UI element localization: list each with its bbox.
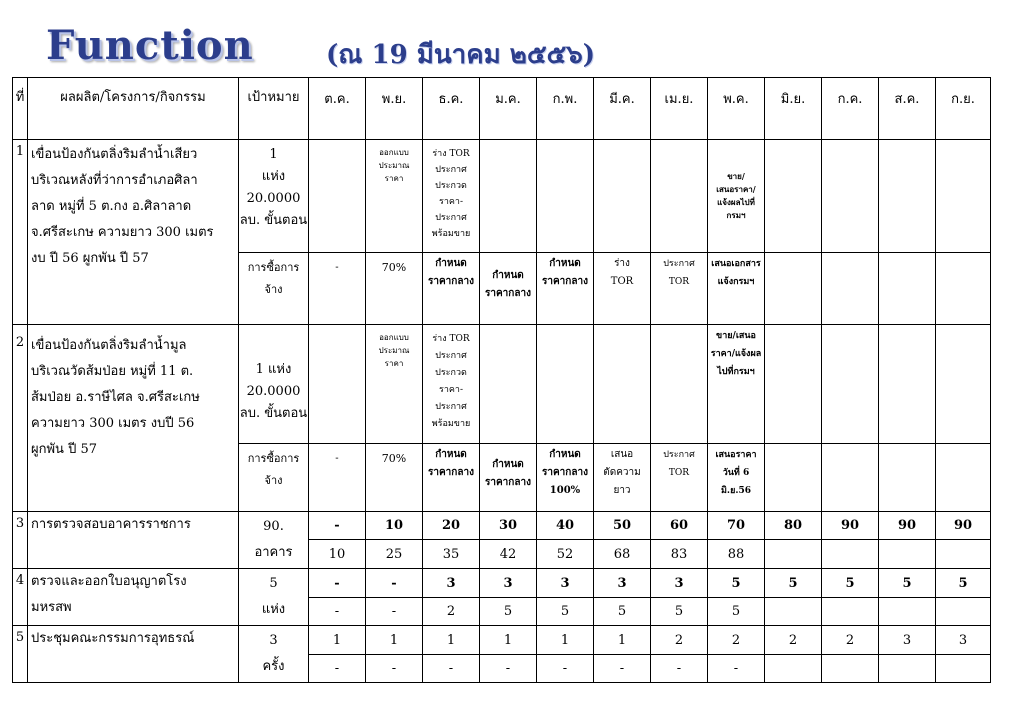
product-name [28, 569, 239, 626]
plan-value: 3 [480, 569, 537, 598]
result-cell [765, 444, 822, 512]
plan-value: 40 [537, 512, 594, 540]
header-month: ก.พ. [537, 78, 594, 140]
result-value [822, 540, 879, 569]
cell-line: ขาย/ [727, 171, 745, 181]
target-line: 3 [269, 633, 278, 648]
cell-line: มิ.ย.56 [721, 486, 751, 496]
result-cell [822, 253, 879, 325]
result-value: - [309, 655, 366, 683]
result-cell: - [309, 253, 366, 325]
product-line: เขื่อนป้องกันตลิ่งริมลำน้ำมูล [31, 338, 187, 353]
result-value: - [537, 655, 594, 683]
target-line: ลบ. ขั้นตอน [239, 406, 308, 421]
result-value: 5 [594, 598, 651, 626]
cell-line: ราคากลาง [428, 467, 474, 478]
result-cell [651, 253, 708, 325]
cell-line: ประมาณ [378, 161, 410, 170]
target-line: 20.0000 [246, 384, 301, 399]
target-cell [239, 253, 309, 325]
product-line: จ.ศรีสะเกษ ความยาว 300 เมตร [31, 225, 214, 240]
result-cell [651, 444, 708, 512]
page-date: (ณ 19 มีนาคม ๒๕๕๖) [326, 40, 596, 70]
cell-line: ประกาศ [663, 259, 695, 269]
header-target: เป้าหมาย [239, 78, 309, 140]
target-line: การซื้อการ [247, 452, 300, 465]
cell-line: ยาว [613, 485, 631, 496]
plan-value: 3 [879, 626, 936, 655]
product-line: ส้มป่อย อ.ราษีไศล จ.ศรีสะเกษ [31, 390, 200, 405]
row-number: 3 [13, 512, 28, 569]
target-line: อาคาร [254, 545, 293, 560]
result-value: - [480, 655, 537, 683]
target-line: แห่ง [261, 169, 286, 184]
plan-value: 80 [765, 512, 822, 540]
cell-line: ตัดความ [603, 467, 641, 478]
result-value: 42 [480, 540, 537, 569]
result-value: 5 [651, 598, 708, 626]
cell-line: เสนอราคา [715, 450, 757, 460]
plan-value: 5 [708, 569, 765, 598]
result-cell [537, 444, 594, 512]
plan-value: 30 [480, 512, 537, 540]
row-number: 2 [13, 325, 28, 512]
cell-line: วันที่ 6 [722, 468, 750, 478]
plan-cell [366, 140, 423, 253]
result-value [765, 598, 822, 626]
result-cell [765, 253, 822, 325]
cell-line: ประกาศ [435, 402, 467, 412]
table-row [13, 569, 991, 598]
plan-value: 1 [537, 626, 594, 655]
table-row [13, 512, 991, 540]
plan-cell [423, 325, 480, 444]
header-product: ผลผลิต/โครงการ/กิจกรรม [28, 78, 239, 140]
target-line: จ้าง [264, 283, 283, 296]
header-row [13, 78, 991, 140]
header-month: ก.ค. [822, 78, 879, 140]
header-no: ที่ [13, 78, 28, 140]
result-value [879, 598, 936, 626]
plan-value: - [366, 569, 423, 598]
product-line: บริเวณหลังที่ว่าการอำเภอศิลา [31, 173, 198, 188]
cell-line: ประกวด [435, 368, 467, 378]
result-cell [423, 444, 480, 512]
cell-line: ราคากลาง [485, 477, 531, 488]
target-line: 5 [269, 576, 278, 591]
plan-cell [708, 140, 765, 253]
cell-line: ประกวด [435, 181, 467, 191]
header-month: มิ.ย. [765, 78, 822, 140]
plan-value: 5 [822, 569, 879, 598]
product-line: ความยาว 300 เมตร งบปี 56 [31, 416, 195, 431]
result-cell [936, 253, 991, 325]
table-row [13, 140, 991, 253]
plan-value: 90 [936, 512, 991, 540]
plan-value: 3 [651, 569, 708, 598]
result-value: 25 [366, 540, 423, 569]
result-value [936, 598, 991, 626]
result-value: 5 [708, 598, 765, 626]
function-table [12, 77, 991, 683]
cell-line: 100% [549, 485, 581, 496]
plan-value: 20 [423, 512, 480, 540]
result-cell [594, 444, 651, 512]
cell-line: ออกแบบ [379, 333, 409, 342]
result-value: - [366, 598, 423, 626]
plan-cell [651, 325, 708, 444]
plan-value: 1 [423, 626, 480, 655]
plan-value: 90 [879, 512, 936, 540]
plan-value: 1 [594, 626, 651, 655]
plan-cell [594, 140, 651, 253]
plan-cell [765, 140, 822, 253]
plan-cell [480, 140, 537, 253]
product-line: ตรวจและออกใบอนุญาตโรง [31, 574, 187, 589]
cell-line: แจ้งผลไปที่ [717, 197, 755, 207]
plan-value: 3 [936, 626, 991, 655]
result-cell [822, 444, 879, 512]
result-cell [879, 253, 936, 325]
cell-line: เสนอราคา/ [716, 184, 756, 194]
target-line: 1 แห่ง [255, 362, 292, 377]
plan-value: 3 [594, 569, 651, 598]
cell-line: ราคากลาง [542, 276, 588, 287]
cell-line: กำหนด [549, 258, 581, 269]
cell-line: ประกาศ [435, 351, 467, 361]
plan-cell [708, 325, 765, 444]
product-line: เขื่อนป้องกันตลิ่งริมลำน้ำเสียว [31, 147, 198, 162]
cell-line: TOR [668, 468, 690, 478]
target-cell [239, 512, 309, 569]
product-line: มหรสพ [31, 600, 72, 615]
cell-line: ร่าง TOR [432, 334, 470, 344]
cell-line: ราคากลาง [485, 288, 531, 299]
plan-cell [309, 140, 366, 253]
product-line: บริเวณวัดส้มป่อย หมู่ที่ 11 ต. [31, 364, 194, 379]
cell-line: ประกาศ [435, 165, 467, 175]
plan-value: 1 [309, 626, 366, 655]
result-value: 5 [480, 598, 537, 626]
result-value: 35 [423, 540, 480, 569]
cell-line: กำหนด [492, 270, 524, 281]
target-line: 90. [263, 519, 284, 534]
cell-line: ราคา- [438, 385, 463, 395]
plan-value: 2 [651, 626, 708, 655]
row-number: 1 [13, 140, 28, 325]
result-value: - [366, 655, 423, 683]
cell-line: เสนอเอกสาร [711, 259, 761, 269]
plan-cell [309, 325, 366, 444]
cell-line: กำหนด [435, 258, 467, 269]
result-value: 52 [537, 540, 594, 569]
target-line: การซื้อการ [247, 261, 300, 274]
cell-line: พร้อมขาย [431, 229, 471, 239]
result-value: 88 [708, 540, 765, 569]
plan-cell [822, 325, 879, 444]
plan-value: 2 [708, 626, 765, 655]
cell-line: ประกาศ [663, 450, 695, 460]
product-line: ผูกพัน ปี 57 [31, 442, 98, 457]
result-value [879, 540, 936, 569]
cell-line: แจ้งกรมฯ [717, 277, 755, 287]
header-month: ก.ย. [936, 78, 991, 140]
cell-line: กำหนด [435, 449, 467, 460]
result-cell [537, 253, 594, 325]
result-value: 10 [309, 540, 366, 569]
header-month: พ.ค. [708, 78, 765, 140]
result-cell: 70% [366, 444, 423, 512]
plan-value: - [309, 512, 366, 540]
result-cell [480, 253, 537, 325]
result-cell [480, 444, 537, 512]
result-cell [708, 444, 765, 512]
result-cell [936, 444, 991, 512]
cell-line: ร่าง [614, 258, 630, 269]
cell-line: ประกาศ [435, 213, 467, 223]
cell-line: ราคา [384, 359, 404, 368]
plan-cell [480, 325, 537, 444]
cell-line: กำหนด [549, 449, 581, 460]
result-value [822, 655, 879, 683]
cell-line: ประมาณ [378, 346, 410, 355]
plan-cell [822, 140, 879, 253]
result-value: 2 [423, 598, 480, 626]
plan-value: 50 [594, 512, 651, 540]
plan-value: 10 [366, 512, 423, 540]
cell-line: ขาย/เสนอ [716, 331, 756, 341]
result-cell [879, 444, 936, 512]
plan-value: 3 [423, 569, 480, 598]
result-value: 5 [537, 598, 594, 626]
header-month: เม.ย. [651, 78, 708, 140]
plan-value: 3 [537, 569, 594, 598]
plan-value: 2 [822, 626, 879, 655]
cell-line: ราคา [384, 174, 404, 183]
plan-cell [366, 325, 423, 444]
cell-line: TOR [610, 276, 634, 287]
row-number: 5 [13, 626, 28, 683]
cell-line: ออกแบบ [379, 148, 409, 157]
cell-line: กรมฯ [726, 210, 746, 220]
target-cell [239, 325, 309, 444]
plan-cell [936, 325, 991, 444]
table-row [13, 325, 991, 444]
result-value: - [708, 655, 765, 683]
target-line: ครั้ง [262, 659, 285, 674]
cell-line: ราคากลาง [542, 467, 588, 478]
plan-value: 5 [765, 569, 822, 598]
cell-line: พร้อมขาย [431, 419, 471, 429]
cell-line: ราคากลาง [428, 276, 474, 287]
target-line: 20.0000 [246, 191, 301, 206]
target-cell [239, 140, 309, 253]
plan-cell [537, 140, 594, 253]
result-cell [708, 253, 765, 325]
result-value: - [309, 598, 366, 626]
plan-value: 1 [480, 626, 537, 655]
header-month: ส.ค. [879, 78, 936, 140]
cell-line: ร่าง TOR [432, 149, 470, 159]
header-month: ต.ค. [309, 78, 366, 140]
result-value [936, 540, 991, 569]
cell-line: เสนอ [610, 449, 634, 460]
target-line: แห่ง [261, 602, 286, 617]
cell-line: กำหนด [492, 459, 524, 470]
cell-line: ราคา- [438, 197, 463, 207]
product-name: การตรวจสอบอาคารราชการ [28, 512, 239, 569]
result-value: - [651, 655, 708, 683]
target-line: 1 [269, 147, 278, 162]
target-cell [239, 569, 309, 626]
target-cell [239, 626, 309, 683]
plan-cell [594, 325, 651, 444]
header-month: ม.ค. [480, 78, 537, 140]
product-name: ประชุมคณะกรรมการอุทธรณ์ [28, 626, 239, 683]
plan-cell [537, 325, 594, 444]
header-month: พ.ย. [366, 78, 423, 140]
plan-value: - [309, 569, 366, 598]
plan-value: 5 [879, 569, 936, 598]
target-line: จ้าง [264, 474, 283, 487]
cell-line: ไปที่กรมฯ [717, 367, 755, 377]
target-line: ลบ. ขั้นตอน [239, 213, 308, 228]
plan-cell [879, 140, 936, 253]
result-value [879, 655, 936, 683]
result-value: 83 [651, 540, 708, 569]
plan-value: 5 [936, 569, 991, 598]
result-value: - [423, 655, 480, 683]
plan-value: 1 [366, 626, 423, 655]
product-line: งบ ปี 56 ผูกพัน ปี 57 [31, 251, 149, 266]
product-name [28, 325, 239, 512]
plan-cell [879, 325, 936, 444]
result-value [822, 598, 879, 626]
result-cell: 70% [366, 253, 423, 325]
plan-cell [765, 325, 822, 444]
result-value [936, 655, 991, 683]
plan-cell [651, 140, 708, 253]
row-number: 4 [13, 569, 28, 626]
result-cell: - [309, 444, 366, 512]
plan-value: 2 [765, 626, 822, 655]
target-cell [239, 444, 309, 512]
result-cell [423, 253, 480, 325]
result-value [765, 540, 822, 569]
result-value: - [594, 655, 651, 683]
page-title: Function [46, 22, 254, 69]
header-month: ธ.ค. [423, 78, 480, 140]
plan-cell [423, 140, 480, 253]
header-month: มี.ค. [594, 78, 651, 140]
product-name [28, 140, 239, 325]
plan-value: 60 [651, 512, 708, 540]
plan-cell [936, 140, 991, 253]
plan-value: 70 [708, 512, 765, 540]
result-value [765, 655, 822, 683]
result-value: 68 [594, 540, 651, 569]
result-cell [594, 253, 651, 325]
product-line: ลาด หมู่ที่ 5 ต.กง อ.ศิลาลาด [31, 199, 192, 214]
table-row [13, 626, 991, 655]
plan-value: 90 [822, 512, 879, 540]
cell-line: ราคา/แจ้งผล [710, 349, 762, 359]
cell-line: TOR [668, 277, 690, 287]
